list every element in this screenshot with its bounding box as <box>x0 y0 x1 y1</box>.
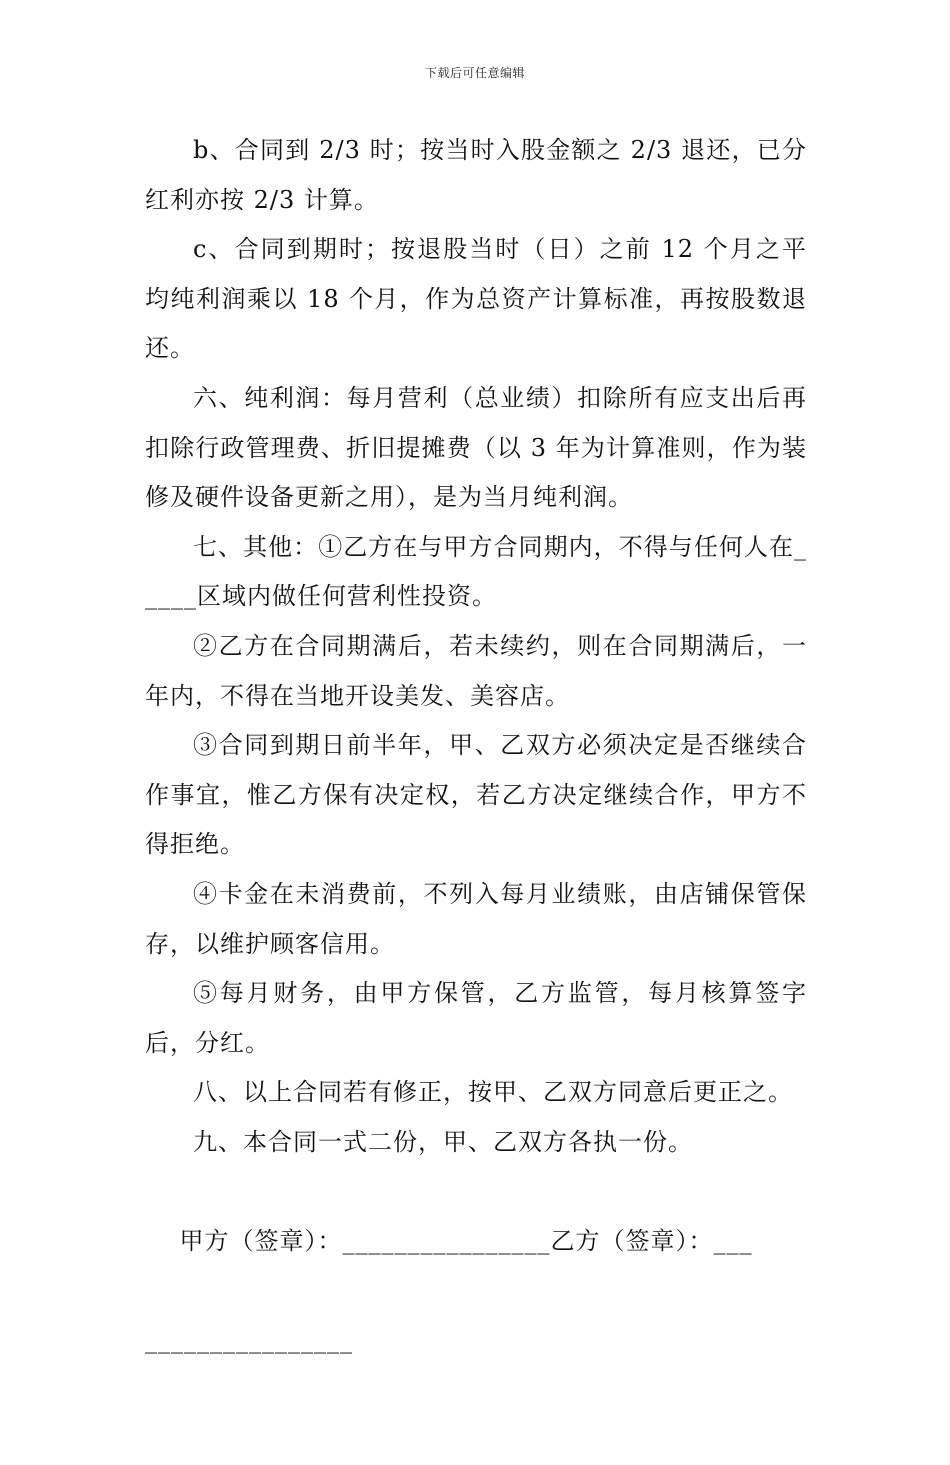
paragraph-other-2: ②乙方在合同期满后，若未续约，则在合同期满后，一年内，不得在当地开设美发、美容店。 <box>145 631 807 710</box>
paragraph-other-5: ⑤每月财务，由甲方保管，乙方监管，每月核算签字后，分红。 <box>145 979 807 1057</box>
signature-line-2: ________________ <box>145 1326 353 1355</box>
page-header: 下载后可任意编辑 <box>424 66 525 80</box>
paragraph-other-4: ④卡金在未消费前，不列入每月业绩账，由店铺保管保存，以维护顾客信用。 <box>145 879 807 958</box>
paragraph-other-1: 七、其他：①乙方在与甲方合同期内，不得与任何人在_____区域内做任何营利性投资。 <box>145 532 807 611</box>
paragraph-amendment: 八、以上合同若有修正，按甲、乙双方同意后更正之。 <box>193 1078 793 1107</box>
signature-line-1: 甲方（签章）：________________乙方（签章）：___ <box>179 1227 753 1256</box>
paragraph-other-3: ③合同到期日前半年，甲、乙双方必须决定是否继续合作事宜，惟乙方保有决定权，若乙方决定继续合作，甲方不得拒绝。 <box>145 731 807 859</box>
signature-block <box>145 1167 807 1465</box>
paragraph-copies: 九、本合同一式二份，甲、乙双方各执一份。 <box>193 1127 693 1156</box>
paragraph-net-profit: 六、纯利润：每月营利（总业绩）扣除所有应支出后再扣除行政管理费、折旧提摊费（以 3 年为计算准则，作为装修及硬件设备更新之用），是为当月纯利润。 <box>145 383 807 512</box>
paragraph-clause-b: b、合同到 2/3 时；按当时入股金额之 2/3 退还，已分红利亦按 2/3 计算。 <box>145 136 807 214</box>
paragraph-clause-c: c、合同到期时；按退股当时（日）之前 12 个月之平均纯利润乘以 18 个月，作为总资产计算标准，再按股数退还。 <box>145 235 807 363</box>
document-body <box>145 126 807 1465</box>
